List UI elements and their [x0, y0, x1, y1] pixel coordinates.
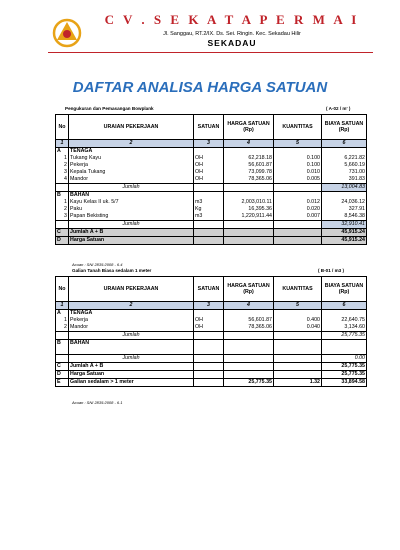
table-row: 2 Pekerja OH 56,601.87 0.100 5,660.19	[56, 162, 367, 169]
subtotal-b: 32,910.41	[322, 221, 367, 229]
table-row: 4 Mandor OH 78,365.06 0.005 391.83	[56, 176, 367, 184]
section2-acuan: Acuan : SNI 2835:2008 - 6.1	[72, 400, 123, 405]
total-c-value: 45,915.24	[322, 229, 367, 237]
table-row: 1 Tukang Kayu OH 62,218.18 0.100 6,221.82	[56, 155, 367, 162]
colnum: 1	[56, 140, 69, 148]
document-title: DAFTAR ANALISA HARGA SATUAN	[72, 79, 328, 96]
company-address: Jl. Sanggau, RT.2/IX. Ds. Sei. Ringin. Kec. Sekadau Hilir	[163, 31, 301, 37]
subtotal-b: 0.00	[322, 355, 367, 363]
table-row: 2 Paku Kg 16,395.36 0.020 327.91	[56, 206, 367, 213]
colnum: 4	[224, 140, 274, 148]
section1-table: No URAIAN PEKERJAAN SATUAN HARGA SATUAN (Rp) KUANTITAS BIAYA SATUAN (Rp) 1 2 3 4 5 6 A TENAGA 1 Tukang Kayu OH 62,218.18 0.100 6,221.82 2 Pekerja OH 56,601.87 0.100 5,660.19 3 Kepala Tukang OH 73,099.78 0.010 731.00 4 Mandor OH 78,365.06 0.005 391.83 Jumlah 13,004.83 B BAHAN 1 Kayu Kelas II uk. 5/7 m3 2,003,010.11 0.012 24,036.12 2 Paku Kg 16,395.36 0.020 327.91 3 Papan Bekisting m3 1,220,911.44 0.007 8,546.38 Jumlah 32,910.41 C Jumlah A + B 45,915.24 D Harga Satuan 45,915.24	[55, 114, 367, 245]
group-title: BAHAN	[69, 192, 194, 200]
company-logo	[52, 18, 82, 48]
subtotal-a: 25,775.35	[322, 332, 367, 340]
table-row: 3 Papan Bekisting m3 1,220,911.44 0.007 8,546.38	[56, 213, 367, 221]
company-header	[92, 12, 372, 48]
section1-acuan: Acuan : SNI 2835:2008 - 6.4	[72, 262, 123, 267]
table-row: 3 Kepala Tukang OH 73,099.78 0.010 731.00	[56, 169, 367, 176]
section2-caption: Galian Tanah Biasa sedalam 1 meter	[72, 268, 152, 273]
colnum: 5	[274, 140, 322, 148]
table-row: 1 Pekerja OH 56,601.87 0.400 22,640.75	[56, 317, 367, 324]
table-row: 1 Kayu Kelas II uk. 5/7 m3 2,003,010.11 0.012 24,036.12	[56, 199, 367, 206]
subtotal-a: 13,004.83	[322, 184, 367, 192]
col-kuantitas: KUANTITAS	[274, 115, 322, 140]
col-satuan: SATUAN	[194, 115, 224, 140]
section1-caption: Pengukuran dan Pemasangan Bowplank	[65, 106, 154, 111]
colnum: 2	[69, 140, 194, 148]
col-biaya: BIAYA SATUAN (Rp)	[322, 115, 367, 140]
total-d-value: 45,915.24	[322, 237, 367, 245]
subtotal-label: Jumlah	[69, 184, 194, 192]
section2-code: ( B-01 / m3 )	[318, 268, 345, 273]
colnum: 6	[322, 140, 367, 148]
section1-code: ( A-02 / m' )	[326, 106, 351, 111]
section2-table: No URAIAN PEKERJAAN SATUAN HARGA SATUAN (Rp) KUANTITAS BIAYA SATUAN (Rp) 1 2 3 4 5 6 A TENAGA 1 Pekerja OH 56,601.87 0.400 22,640.75 2 Mandor OH 78,365.06 0.040 3,134.60 Jumlah 25,775.35 B BAHAN Jumlah 0.00 C Jumlah A + B 25,775.35 D Harga Satuan 25,775.35 E Galian sedalam > 1 meter 25,775.35 1.32 33,894.58	[55, 276, 367, 387]
col-uraian: URAIAN PEKERJAAN	[69, 115, 194, 140]
group-letter: A	[56, 148, 69, 156]
company-city: SEKADAU	[207, 38, 257, 48]
group-title: TENAGA	[69, 148, 194, 156]
table-row: 2 Mandor OH 78,365.06 0.040 3,134.60	[56, 324, 367, 332]
company-name: C V . S E K A T A P E R M A I	[104, 12, 360, 27]
col-no: No	[56, 115, 69, 140]
total-d-label: Harga Satuan	[69, 237, 194, 245]
header-divider	[48, 52, 373, 53]
total-c-label: Jumlah A + B	[69, 229, 194, 237]
colnum: 3	[194, 140, 224, 148]
group-letter: B	[56, 192, 69, 200]
col-harga: HARGA SATUAN (Rp)	[224, 115, 274, 140]
subtotal-label: Jumlah	[69, 221, 194, 229]
